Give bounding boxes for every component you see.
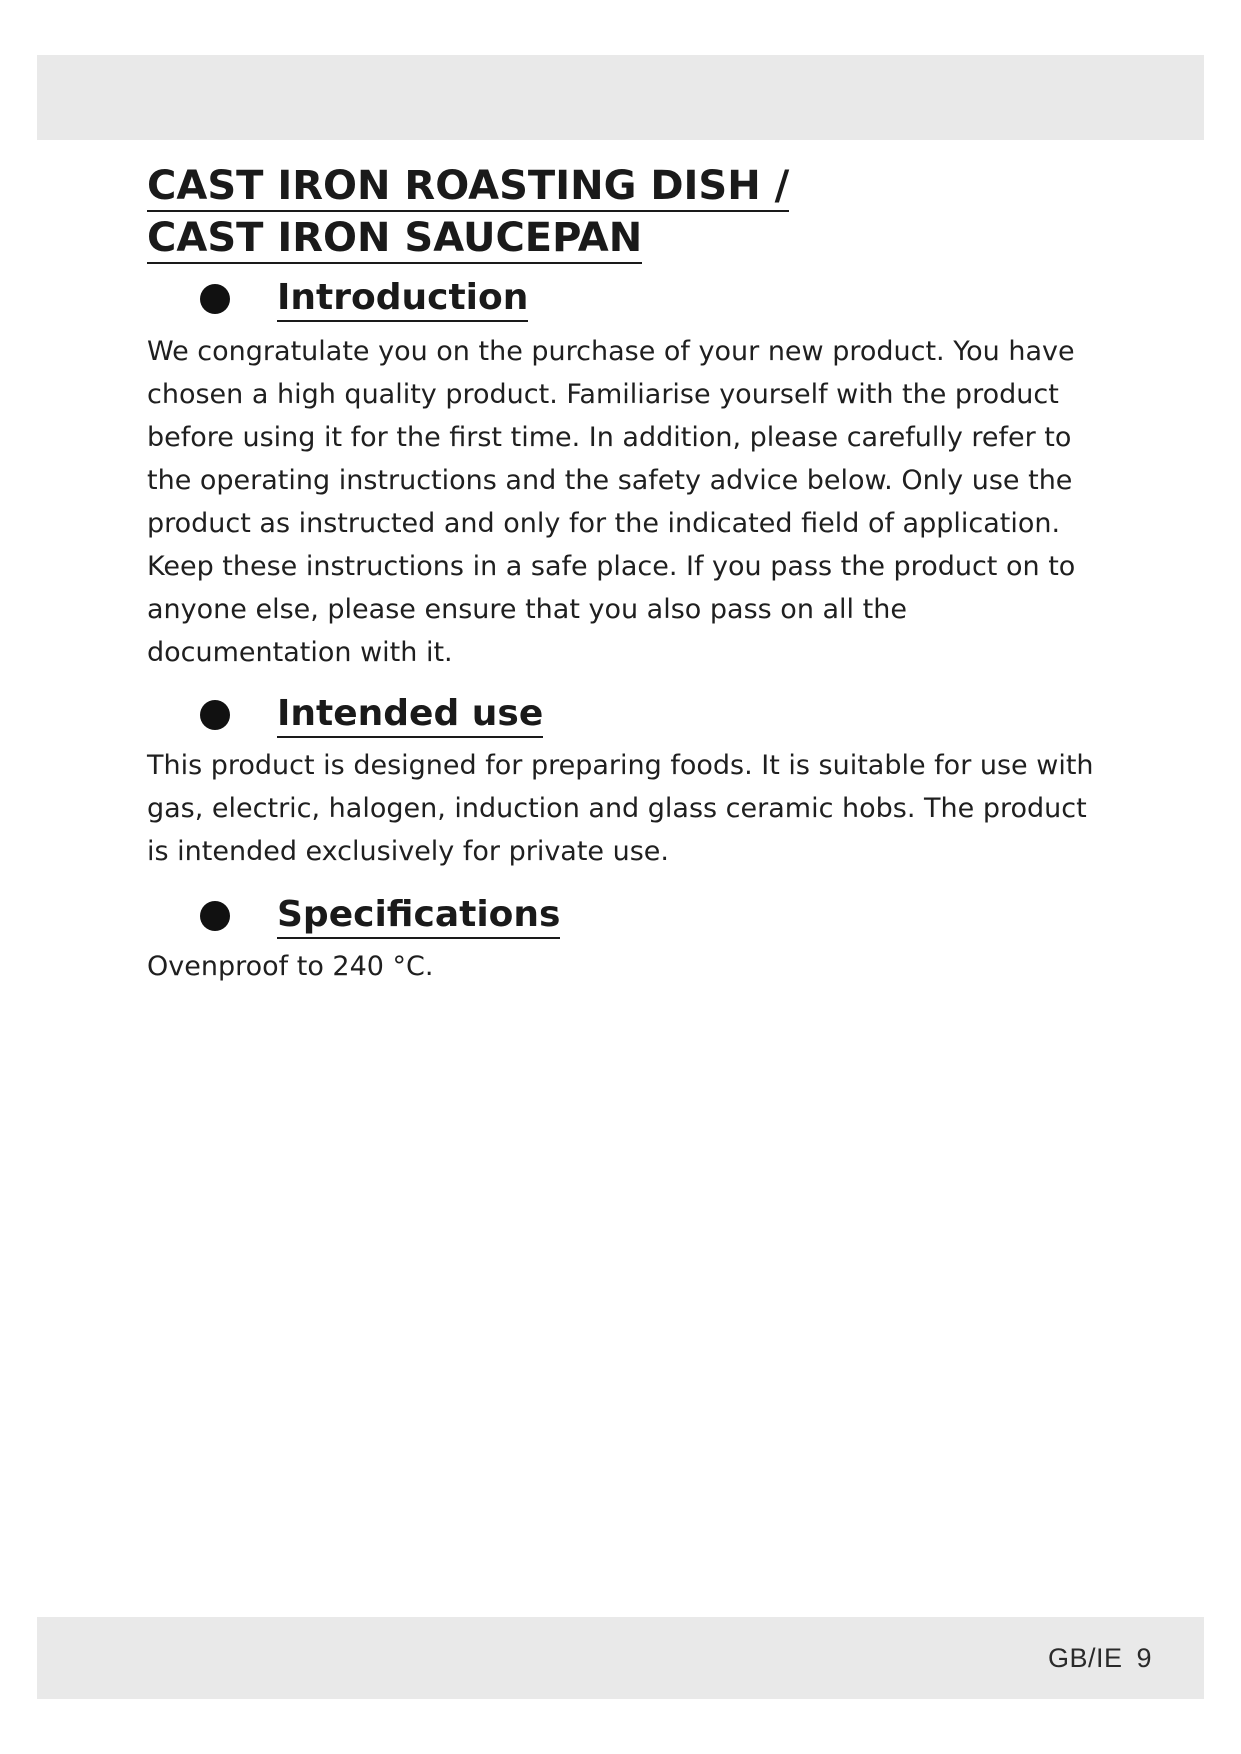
section-heading-label: Introduction	[277, 276, 528, 322]
section-heading-label: Intended use	[277, 692, 543, 738]
bullet-icon	[200, 700, 230, 730]
bullet-icon	[200, 901, 230, 931]
section-heading-specifications	[147, 893, 1107, 939]
section-heading-label: Specifications	[277, 893, 560, 939]
document-title-line-2: CAST IRON SAUCEPAN	[147, 214, 642, 264]
footer-band	[37, 1617, 1204, 1699]
page-content	[147, 160, 1107, 988]
document-title	[147, 160, 1107, 264]
document-title-line-1: CAST IRON ROASTING DISH /	[147, 162, 789, 212]
section-heading-introduction	[147, 276, 1107, 322]
intended-use-paragraph: This product is designed for preparing foods. It is suitable for use with gas, electric, halogen, induction and glass ceramic hobs. The product is intended exclusively for private use.	[147, 750, 1094, 867]
bullet-icon	[200, 284, 230, 314]
introduction-paragraph: We congratulate you on the purchase of your new product. You have chosen a high quality product. Familiarise yourself with the product before using it for the first time. In addition, please carefully refer to the operating instructions and the safety advice below. Only use the product as instructed and only for the indicated field of application. Keep these instructions in a safe place. If you pass the product on to anyone else, please ensure that you also pass on all the documentation with it.	[147, 336, 1076, 668]
section-heading-intended-use	[147, 692, 1107, 738]
region-code: GB/IE	[1047, 1643, 1123, 1673]
page-number: 9	[1136, 1643, 1152, 1673]
page-footer	[1048, 1643, 1152, 1674]
specifications-paragraph: Ovenproof to 240 °C.	[147, 951, 434, 982]
header-band	[37, 55, 1204, 140]
